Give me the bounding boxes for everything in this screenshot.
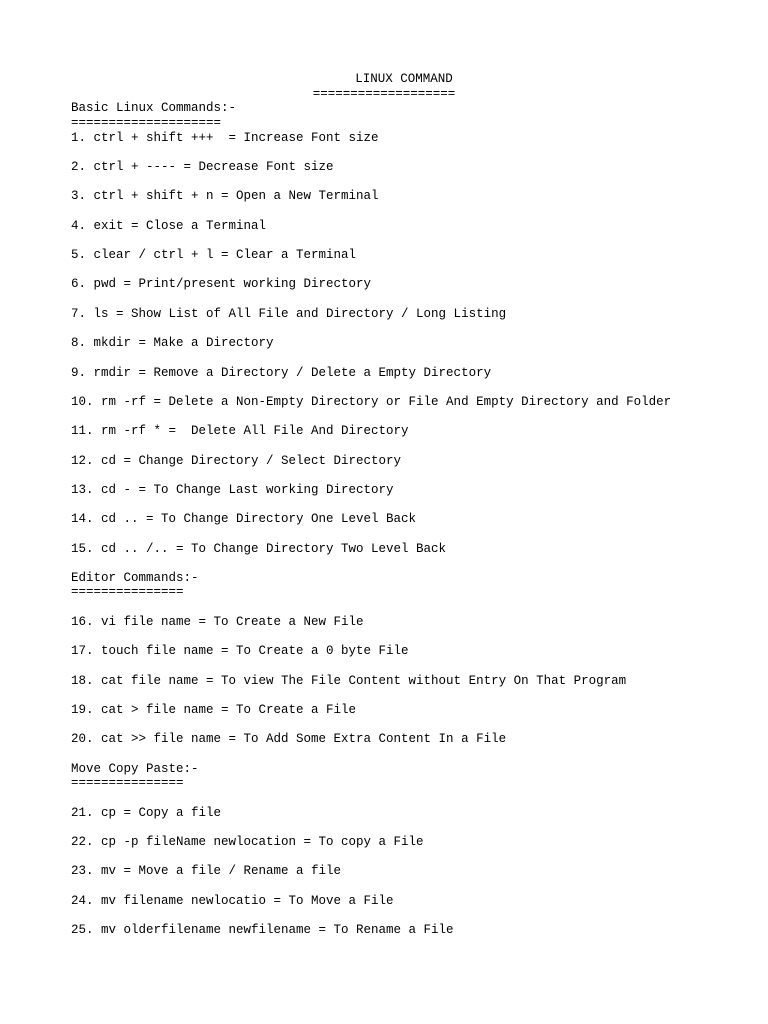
list-item: 14. cd .. = To Change Directory One Level Back — [71, 512, 417, 526]
list-item: 25. mv olderfilename newfilename = To Rename a File — [71, 923, 454, 937]
section-heading-move-copy-paste: Move Copy Paste:- — [71, 762, 199, 776]
list-item: 18. cat file name = To view The File Content without Entry On That Program — [71, 674, 627, 688]
list-item: 12. cd = Change Directory / Select Directory — [71, 454, 402, 468]
section-rule-basic: ==================== — [71, 116, 222, 130]
list-item: 7. ls = Show List of All File and Directory / Long Listing — [71, 307, 507, 321]
list-item: 22. cp -p fileName newlocation = To copy a File — [71, 835, 424, 849]
section-rule-move-copy-paste: =============== — [71, 776, 184, 790]
list-item: 19. cat > file name = To Create a File — [71, 703, 357, 717]
title-underline: =================== — [312, 87, 456, 101]
list-item: 8. mkdir = Make a Directory — [71, 336, 274, 350]
list-item: 10. rm -rf = Delete a Non-Empty Directory or File And Empty Directory and Folder — [71, 395, 672, 409]
page-title: LINUX COMMAND — [355, 72, 453, 86]
list-item: 6. pwd = Print/present working Directory — [71, 277, 372, 291]
list-item: 16. vi file name = To Create a New File — [71, 615, 364, 629]
list-item: 20. cat >> file name = To Add Some Extra Content In a File — [71, 732, 507, 746]
list-item: 1. ctrl + shift +++ = Increase Font size — [71, 131, 379, 145]
list-item: 21. cp = Copy a file — [71, 806, 222, 820]
list-item: 17. touch file name = To Create a 0 byte File — [71, 644, 409, 658]
list-item: 2. ctrl + ---- = Decrease Font size — [71, 160, 334, 174]
list-item: 13. cd - = To Change Last working Directory — [71, 483, 394, 497]
list-item: 15. cd .. /.. = To Change Directory Two Level Back — [71, 542, 447, 556]
section-heading-basic: Basic Linux Commands:- — [71, 101, 237, 115]
list-item: 9. rmdir = Remove a Directory / Delete a Empty Directory — [71, 366, 492, 380]
list-item: 4. exit = Close a Terminal — [71, 219, 267, 233]
section-heading-editor: Editor Commands:- — [71, 571, 199, 585]
list-item: 5. clear / ctrl + l = Clear a Terminal — [71, 248, 357, 262]
list-item: 11. rm -rf * = Delete All File And Directory — [71, 424, 409, 438]
section-rule-editor: =============== — [71, 585, 184, 599]
list-item: 3. ctrl + shift + n = Open a New Terminal — [71, 189, 379, 203]
list-item: 24. mv filename newlocatio = To Move a File — [71, 894, 394, 908]
list-item: 23. mv = Move a file / Rename a file — [71, 864, 342, 878]
